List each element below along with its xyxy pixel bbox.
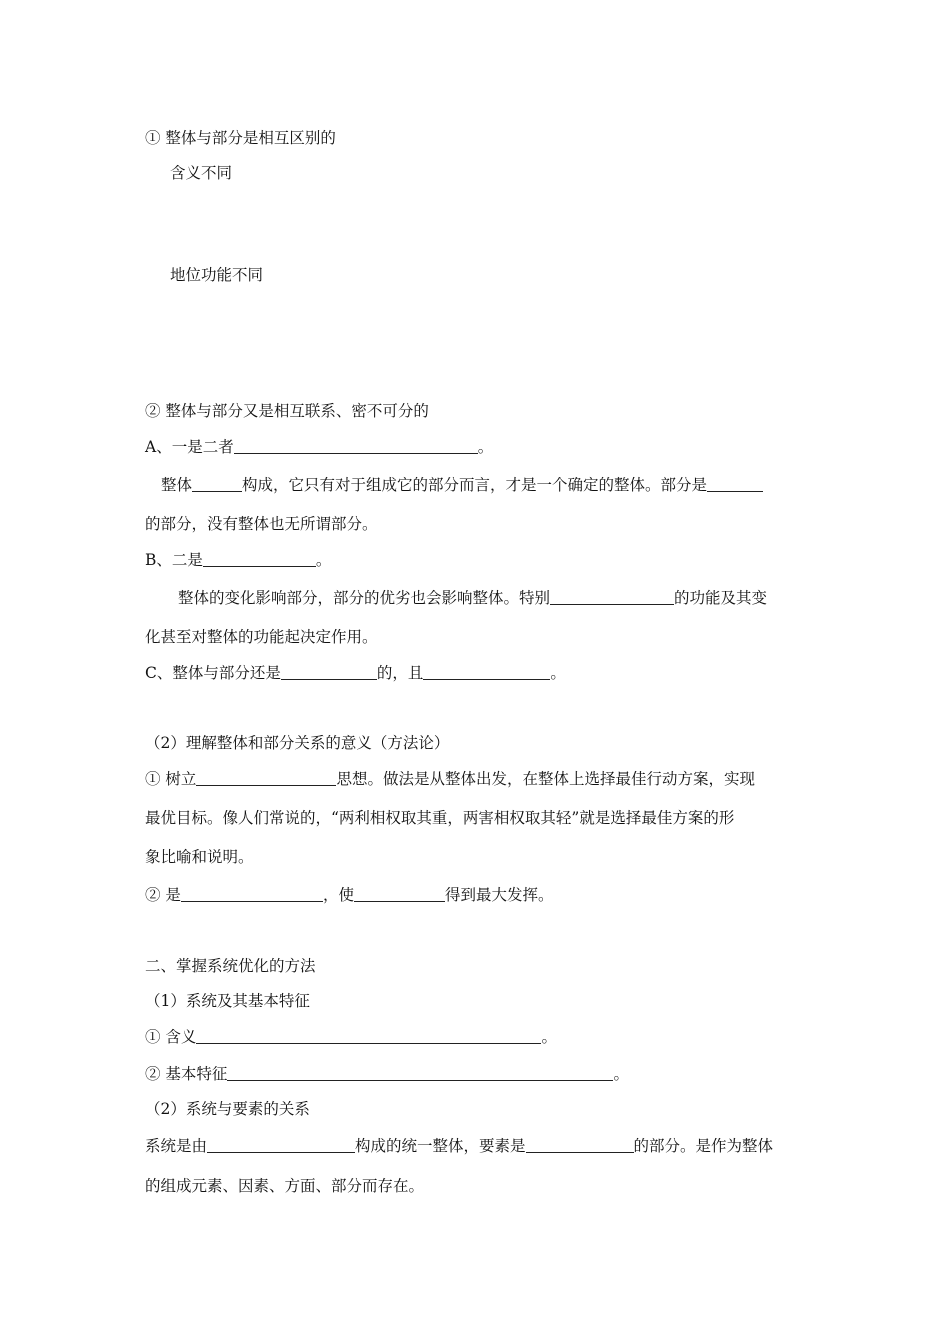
paragraph-method-line2: 最优目标。像人们常说的，“两利相权取其重，两害相权取其轻”就是选择最佳方案的形 — [145, 809, 735, 827]
text: 构成的统一整体，要素是 — [355, 1137, 526, 1155]
item-meaning-different: 含义不同 — [170, 164, 233, 182]
text: 的功能及其变 — [674, 589, 768, 607]
text: 。 — [550, 664, 566, 682]
line-system-meaning — [145, 1026, 557, 1048]
fill-blank[interactable] — [526, 1135, 634, 1153]
line-a — [145, 436, 493, 458]
section-heading-methodology: （2）理解整体和部分关系的意义（方法论） — [145, 734, 450, 752]
fill-blank[interactable] — [207, 1135, 355, 1153]
fill-blank[interactable] — [181, 884, 323, 902]
item-role-different: 地位功能不同 — [170, 266, 264, 284]
fill-blank[interactable] — [234, 436, 478, 454]
text: 思想。做法是从整体出发，在整体上选择最佳行动方案，实现 — [336, 770, 755, 788]
text: 构成，它只有对于组成它的部分而言，才是一个确定的整体。部分是 — [242, 476, 708, 494]
text: ① 含义 — [145, 1028, 197, 1046]
section-heading-connection: ② 整体与部分又是相互联系、密不可分的 — [145, 402, 429, 420]
text: 。 — [613, 1065, 629, 1083]
line-b — [145, 549, 331, 571]
text: 。 — [541, 1028, 557, 1046]
paragraph-method-line3: 象比喻和说明。 — [145, 848, 254, 866]
fill-blank[interactable] — [423, 662, 550, 680]
paragraph-method-line4 — [145, 884, 553, 906]
text: 整体 — [161, 476, 193, 494]
text: ① 树立 — [145, 770, 197, 788]
paragraph-b-line1 — [178, 587, 767, 609]
paragraph-system-line2: 的组成元素、因素、方面、部分而存在。 — [145, 1177, 425, 1195]
text: 整体的变化影响部分，部分的优劣也会影响整体。特别 — [178, 589, 551, 607]
text: 。 — [477, 438, 494, 456]
fill-blank[interactable] — [354, 884, 445, 902]
subheading-system-features: （1）系统及其基本特征 — [145, 992, 310, 1010]
section-heading-distinction: ① 整体与部分是相互区别的 — [145, 129, 336, 147]
line-c — [145, 662, 566, 684]
paragraph-a-line1 — [161, 474, 763, 496]
paragraph-b-line2: 化甚至对整体的功能起决定作用。 — [145, 628, 378, 646]
text: ② 是 — [145, 886, 181, 904]
text: C、整体与部分还是 — [145, 664, 281, 682]
fill-blank[interactable] — [192, 474, 242, 492]
line-basic-features — [145, 1063, 629, 1085]
section-heading-system-optimization: 二、掌握系统优化的方法 — [145, 957, 316, 975]
subheading-system-elements: （2）系统与要素的关系 — [145, 1100, 310, 1118]
text: 。 — [315, 551, 332, 569]
text: 的，且 — [376, 664, 424, 682]
fill-blank[interactable] — [227, 1063, 613, 1081]
fill-blank[interactable] — [196, 1026, 541, 1044]
paragraph-a-line2: 的部分，没有整体也无所谓部分。 — [145, 515, 378, 533]
fill-blank[interactable] — [281, 662, 377, 680]
paragraph-method-line1 — [145, 768, 755, 790]
text: 系统是由 — [145, 1137, 208, 1155]
text: A、一是二者 — [145, 438, 234, 456]
text: 得到最大发挥。 — [444, 886, 554, 904]
text: ② 基本特征 — [145, 1065, 228, 1083]
text: ，使 — [322, 886, 354, 904]
fill-blank[interactable] — [550, 587, 674, 605]
text: B、二是 — [145, 551, 203, 569]
text: 的部分。是作为整体 — [633, 1137, 774, 1155]
fill-blank[interactable] — [203, 549, 316, 567]
fill-blank[interactable] — [196, 768, 336, 786]
fill-blank[interactable] — [707, 474, 763, 492]
paragraph-system-line1 — [145, 1135, 773, 1157]
